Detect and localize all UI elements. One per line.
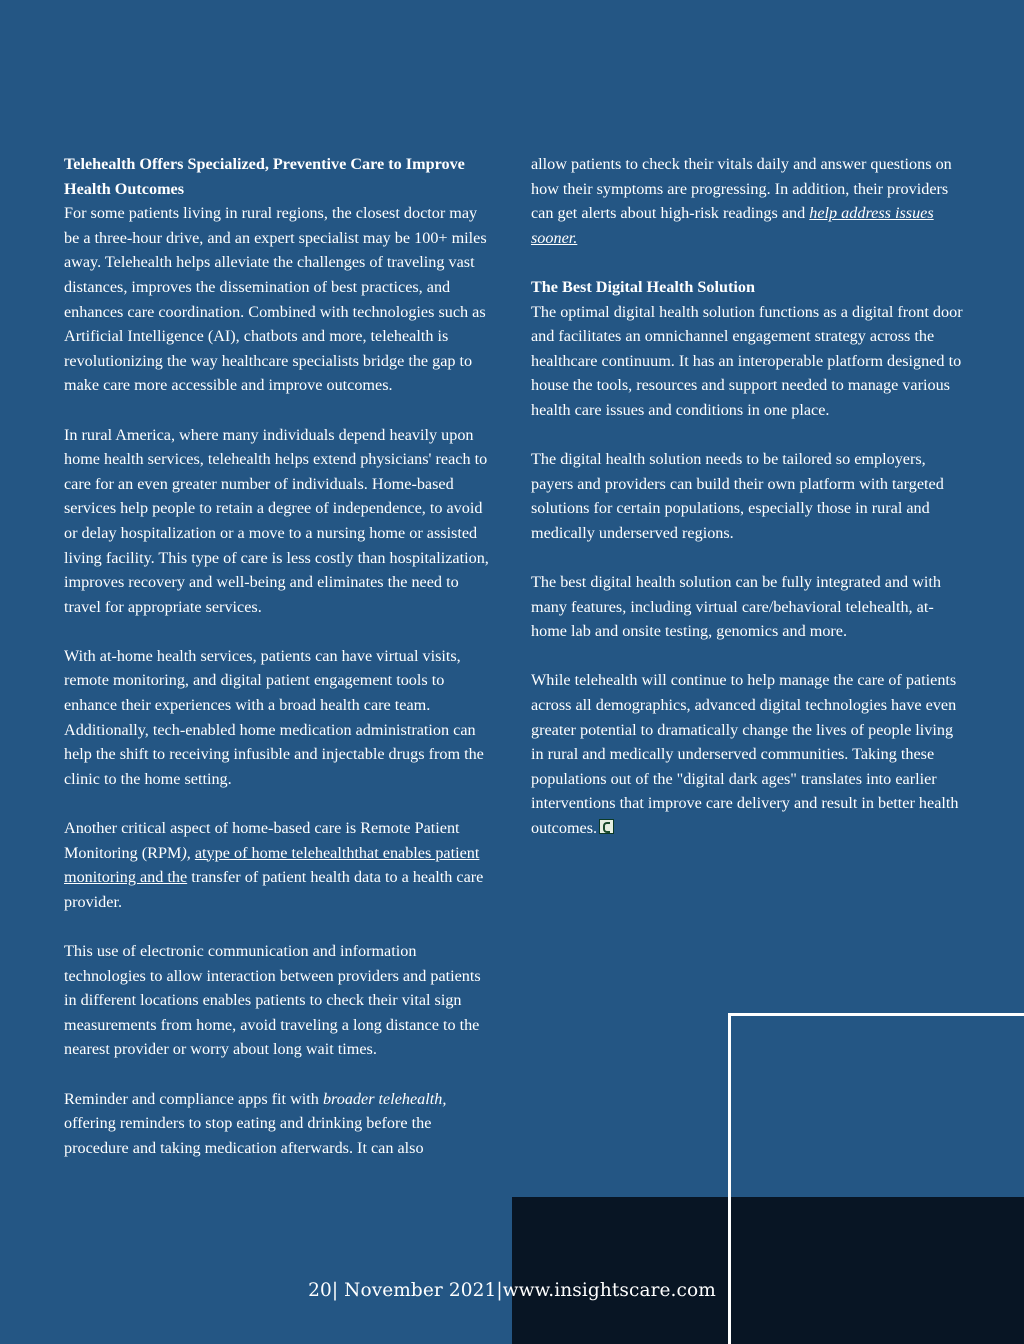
paragraph: With at-home health services, patients can have virtual visits, remote monitoring, and digital patient engagement tools to enhance their experiences with a broad health care team. Additionally, tech-enabled home medication administration can help the shift to receiving infusible and injectable drugs from the clinic to the home setting. [64,646,484,788]
page-footer: 20| November 2021|www.insightscare.com [308,1280,716,1301]
left-column [64,152,496,1185]
paragraph-vitals [531,152,963,250]
paragraph-italic: ), [181,843,195,862]
end-of-article-icon [599,819,614,834]
help-address-issues-link[interactable]: help address issues sooner. [531,204,934,247]
paragraph-text: transfer of patient health data to a health care provider. [64,868,484,911]
section-heading: The Best Digital Health Solution [531,277,755,296]
rpm-link[interactable]: atype of home telehealththat enables patient monitoring and the [64,843,480,887]
paragraph-text: While telehealth will continue to help manage the care of patients across all demographics, advanced digital technologies have even greater potential to dramatically change the lives of people living in rural and medically underserved communities. Taking these populations out of the "digital dark ages" translates into earlier interventions that improve care delivery and result in better health outcomes. [531,671,959,838]
right-column [531,152,963,865]
paragraph: In rural America, where many individuals depend heavily upon home health services, telehealth helps extend physicians' reach to care for an even greater number of individuals. Home-based services help people to retain a degree of independence, to avoid or delay hospitalization or a move to a nursing home or assisted living facility. This type of care is less costly than hospitalization, improves recovery and well-being and eliminates the need to travel for appropriate services. [64,425,489,616]
paragraph-conclusion [531,668,963,840]
dark-corner-block [512,1197,1024,1344]
paragraph-reminder [64,1087,496,1161]
paragraph-rpm [64,816,496,914]
section-heading: Telehealth Offers Specialized, Preventive Care to Improve Health Outcomes [64,155,465,198]
paragraph: The digital health solution needs to be tailored so employers, payers and providers can build their own platform with targeted solutions for certain populations, especially those in rural and medically underserved regions. [531,450,944,542]
section-telehealth [64,152,496,398]
paragraph: The best digital health solution can be fully integrated and with many features, including virtual care/behavioral telehealth, at-home lab and onsite testing, genomics and more. [531,573,941,641]
paragraph-italic: broader telehealth, [322,1089,447,1108]
paragraph-text: offering reminders to stop eating and drinking before the procedure and taking medication afterwards. It can also [64,1114,432,1157]
paragraph-text: Another critical aspect of home-based care is Remote Patient Monitoring (RPM [64,819,460,862]
paragraph-text: allow patients to check their vitals daily and answer questions on how their symptoms are progressing. In addition, their providers can get alerts about high-risk readings and [531,155,952,223]
paragraph: This use of electronic communication and information technologies to allow interaction between providers and patients in different locations enables patients to check their vital sign measurements from home, avoid traveling a long distance to the nearest provider or worry about long wait times. [64,942,481,1059]
paragraph: For some patients living in rural regions, the closest doctor may be a three-hour drive, and an expert specialist may be 100+ miles away. Telehealth helps alleviate the challenges of traveling vast distances, improves the dissemination of best practices, and enhances care coordination. Combined with technologies such as Artificial Intelligence (AI), chatbots and more, telehealth is revolutionizing the way healthcare specialists bridge the gap to make care more accessible and improve outcomes. [64,204,487,395]
section-best-digital-health [531,275,963,423]
decorative-frame-top-line [728,1013,1024,1016]
paragraph: The optimal digital health solution functions as a digital front door and facilitates an omnichannel engagement strategy across the healthcare continuum. It has an interoperable platform designed to house the tools, resources and support needed to manage various health care issues and conditions in one place. [531,302,963,419]
paragraph-text: Reminder and compliance apps fit with [64,1089,323,1108]
